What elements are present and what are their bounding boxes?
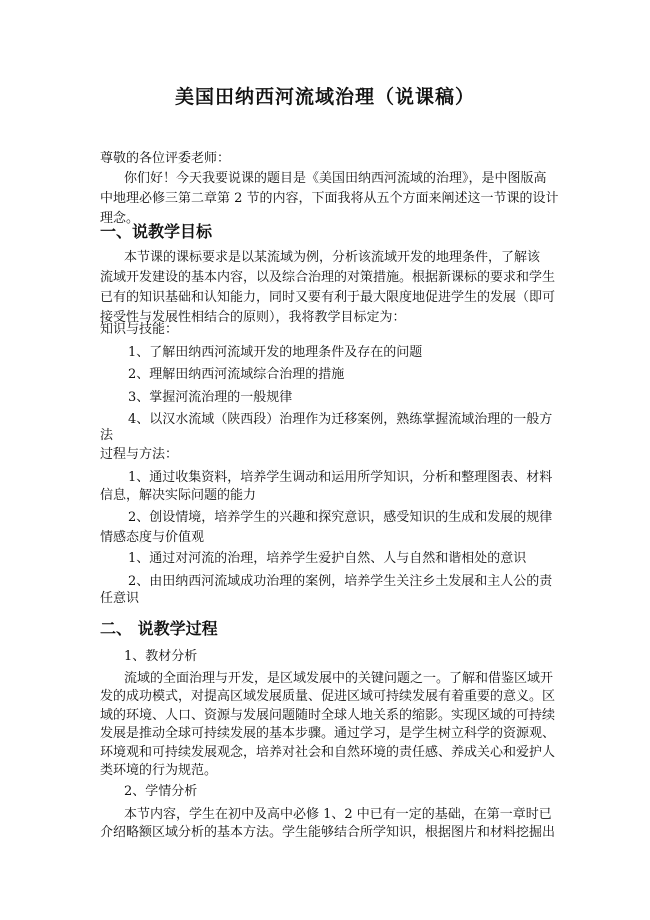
textbook-analysis-line: 流域的全面治理与开发，是区域发展中的关键问题之一。了解和借鉴区域开 [124,671,554,686]
intro-line: 中地理必修三第二章第 2 节的内容，下面我将从五个方面来阐述这一节课的设计 [100,191,559,206]
attitude-item: 1、通过对河流的治理，培养学生爱护自然、人与自然和谐相处的意识 [128,551,527,566]
process-item: 2、创设情境，培养学生的兴趣和探究意识，感受知识的生成和发展的规律 [128,510,553,525]
objectives-paragraph-line: 本节课的课标要求是以某流域为例，分析该流域开发的地理条件，了解该 [124,250,541,265]
knowledge-item: 2、理解田纳西河流域综合治理的措施 [128,367,345,382]
knowledge-label: 知识与技能： [100,322,179,337]
textbook-analysis-line: 类环境的行为规范。 [100,763,218,778]
knowledge-item: 1、了解田纳西河流域开发的地理条件及存在的问题 [128,345,423,360]
subheading-student-analysis: 2、学情分析 [124,784,198,799]
objectives-paragraph-line: 流域开发建设的基本内容，以及综合治理的对策措施。根据新课标的要求和学生 [100,270,556,285]
student-analysis-line: 本节内容，学生在初中及高中必修 1、2 中已有一定的基础，在第一章时已 [124,807,552,822]
knowledge-item: 3、掌握河流治理的一般规律 [128,390,293,405]
process-item: 1、通过收集资料，培养学生调动和运用所学知识，分析和整理图表、材料 [128,470,553,485]
process-item-continuation: 信息，解决实际问题的能力 [100,488,257,503]
attitude-item: 2、由田纳西河流域成功治理的案例，培养学生关注乡土发展和主人公的责 [128,574,553,589]
document-title: 美国田纳西河流域治理（说课稿） [174,86,475,108]
student-analysis-line: 介绍略额区域分析的基本方法。学生能够结合所学知识，根据图片和材料挖掘出 [100,825,556,840]
textbook-analysis-line: 环境观和可持续发展观念，培养对社会和自然环境的责任感、养成关心和爱护人 [100,745,556,760]
objectives-paragraph-line: 接受性与发展性相结合的原则），我将教学目标定为： [100,310,406,325]
attitude-label: 情感态度与价值观 [100,530,205,545]
greeting: 尊敬的各位评委老师： [100,151,231,166]
textbook-analysis-line: 域的环境、人口、资源与发展问题随时全球人地关系的缩影。实现区域的可持续 [100,708,556,723]
process-label: 过程与方法： [100,447,179,462]
objectives-paragraph-line: 已有的知识基础和认知能力，同时又要有利于最大限度地促进学生的发展（即可 [100,290,556,305]
knowledge-item-continuation: 法 [100,428,114,443]
intro-line: 理念。 [100,211,140,226]
subheading-textbook-analysis: 1、教材分析 [124,649,198,664]
intro-line: 你们好！今天我要说课的题目是《美国田纳西河流域的治理》，是中图版高 [124,171,547,186]
textbook-analysis-line: 发展是推动全球可持续发展的基本步骤。通过学习，是学生树立科学的资源观、 [100,726,556,741]
knowledge-item: 4、以汉水流域（陕西段）治理作为迁移案例，熟练掌握流域治理的一般方 [128,412,553,427]
attitude-item-continuation: 任意识 [100,591,140,606]
section-heading-objectives: 一、说教学目标 [100,222,213,241]
textbook-analysis-line: 发的成功模式，对提高区域发展质量、促进区域可持续发展有着重要的意义。区 [100,689,556,704]
section-heading-process: 二、 说教学过程 [100,619,218,638]
